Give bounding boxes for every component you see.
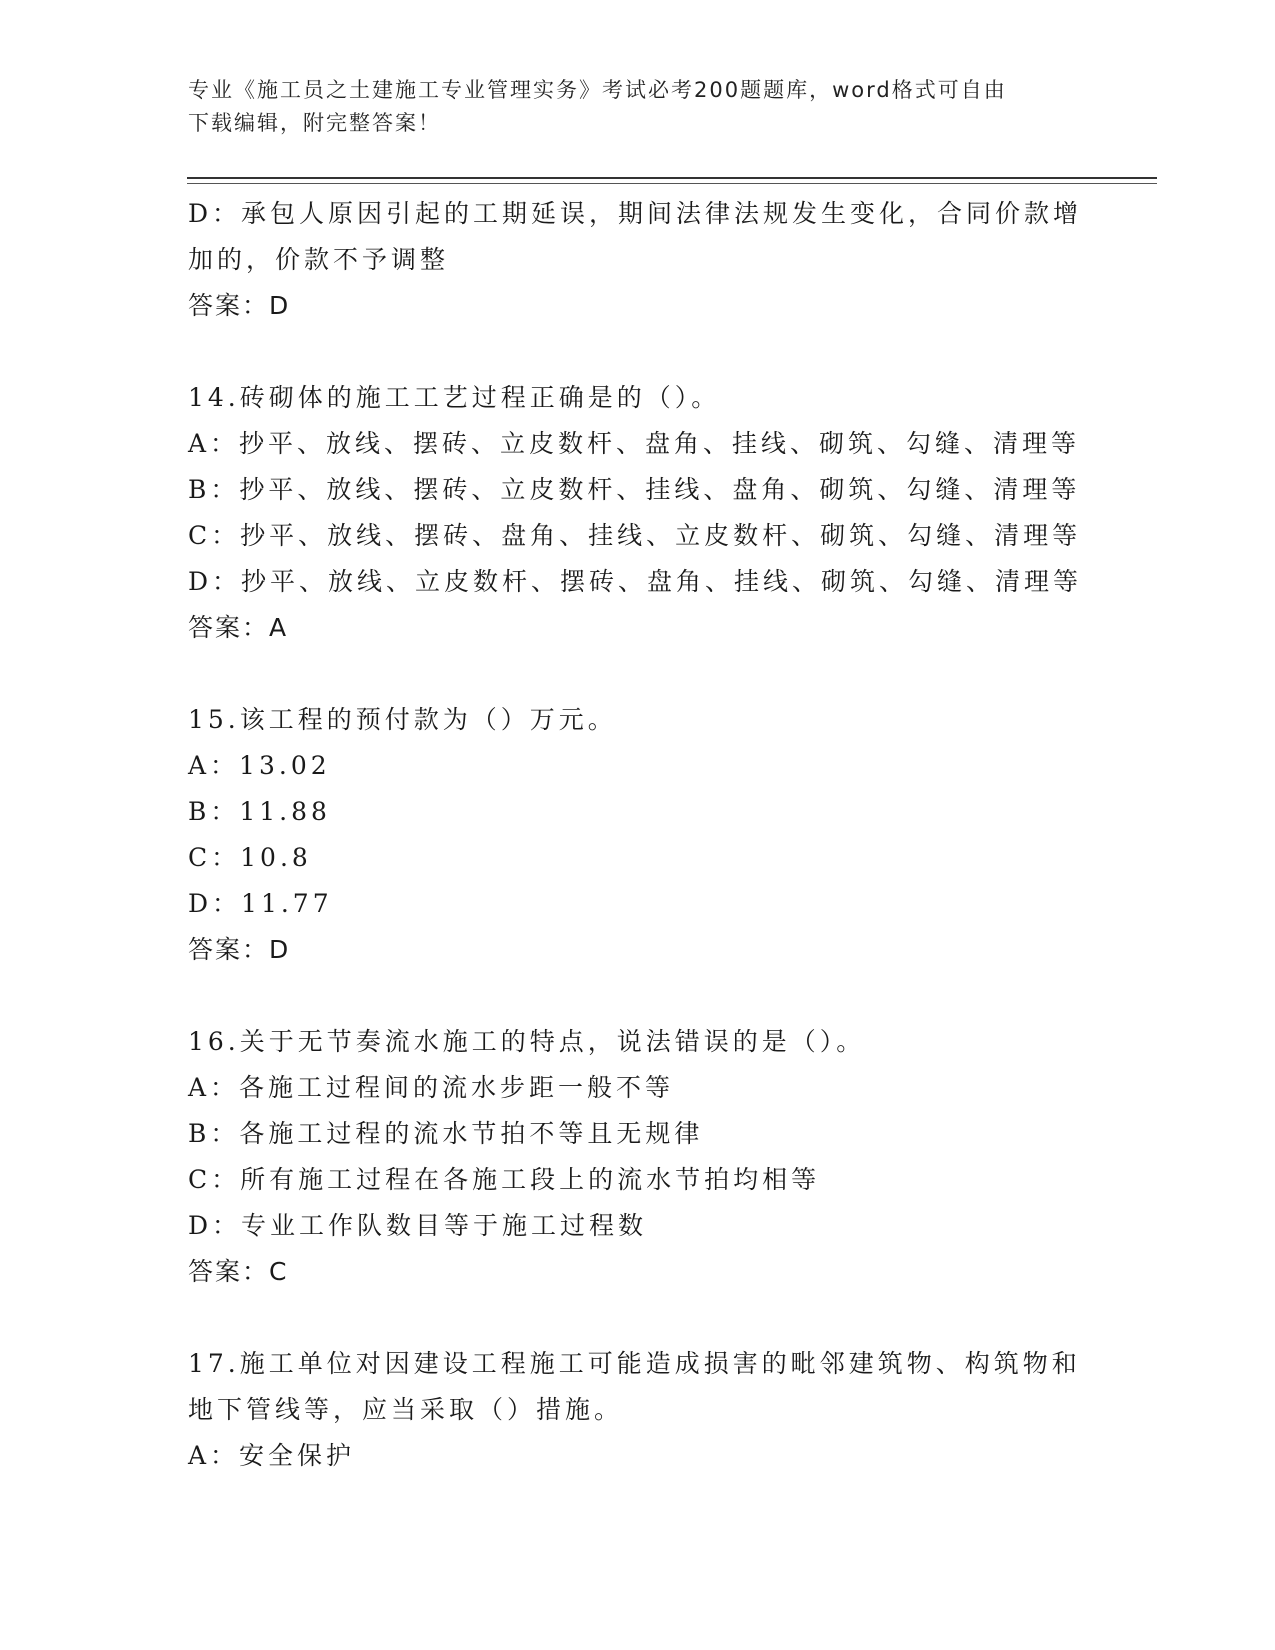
option-a: A：抄平、放线、摆砖、立皮数杆、盘角、挂线、砌筑、勾缝、清理等 (188, 429, 1081, 458)
header-line-1: 专业《施工员之土建施工专业管理实务》考试必考200题题库，word格式可自由 (188, 78, 1007, 102)
header-divider-thin (187, 183, 1157, 184)
question-text: 16.关于无节奏流水施工的特点，说法错误的是（）。 (188, 1027, 866, 1056)
page-header (188, 74, 1068, 140)
answer-line: 答案：D (188, 291, 291, 320)
question-17 (188, 1341, 1088, 1479)
option-d: D：承包人原因引起的工期延误，期间法律法规发生变化，合同价款增 (188, 199, 1083, 228)
option-c: C：所有施工过程在各施工段上的流水节拍均相等 (188, 1165, 821, 1194)
header-divider-thick (187, 177, 1157, 179)
option-a: A：各施工过程间的流水步距一般不等 (188, 1073, 675, 1102)
option-d: D：专业工作队数目等于施工过程数 (188, 1211, 648, 1240)
answer-line: 答案：D (188, 935, 291, 964)
option-a: A：13.02 (188, 751, 331, 780)
question-13-tail (188, 191, 1088, 329)
option-b: B：11.88 (188, 797, 331, 826)
header-line-2: 下载编辑，附完整答案！ (188, 111, 441, 135)
option-b: B：各施工过程的流水节拍不等且无规律 (188, 1119, 704, 1148)
question-16 (188, 1019, 1088, 1295)
option-d-continued: 加的，价款不予调整 (188, 245, 450, 274)
answer-line: 答案：C (188, 1257, 289, 1286)
spacer (188, 651, 1088, 697)
option-b: B：抄平、放线、摆砖、立皮数杆、挂线、盘角、砌筑、勾缝、清理等 (188, 475, 1081, 504)
question-14 (188, 375, 1088, 651)
question-text: 15.该工程的预付款为（）万元。 (188, 705, 617, 734)
question-text-continued: 地下管线等，应当采取（）措施。 (188, 1395, 624, 1424)
option-d: D：抄平、放线、立皮数杆、摆砖、盘角、挂线、砌筑、勾缝、清理等 (188, 567, 1083, 596)
question-text: 14.砖砌体的施工工艺过程正确是的（）。 (188, 383, 721, 412)
option-d: D：11.77 (188, 889, 333, 918)
question-text: 17.施工单位对因建设工程施工可能造成损害的毗邻建筑物、构筑物和 (188, 1349, 1081, 1378)
option-c: C：抄平、放线、摆砖、盘角、挂线、立皮数杆、砌筑、勾缝、清理等 (188, 521, 1082, 550)
option-a: A：安全保护 (188, 1441, 356, 1470)
answer-line: 答案：A (188, 613, 289, 642)
question-content (188, 191, 1088, 1479)
spacer (188, 973, 1088, 1019)
question-15 (188, 697, 1088, 973)
spacer (188, 1295, 1088, 1341)
spacer (188, 329, 1088, 375)
option-c: C：10.8 (188, 843, 312, 872)
